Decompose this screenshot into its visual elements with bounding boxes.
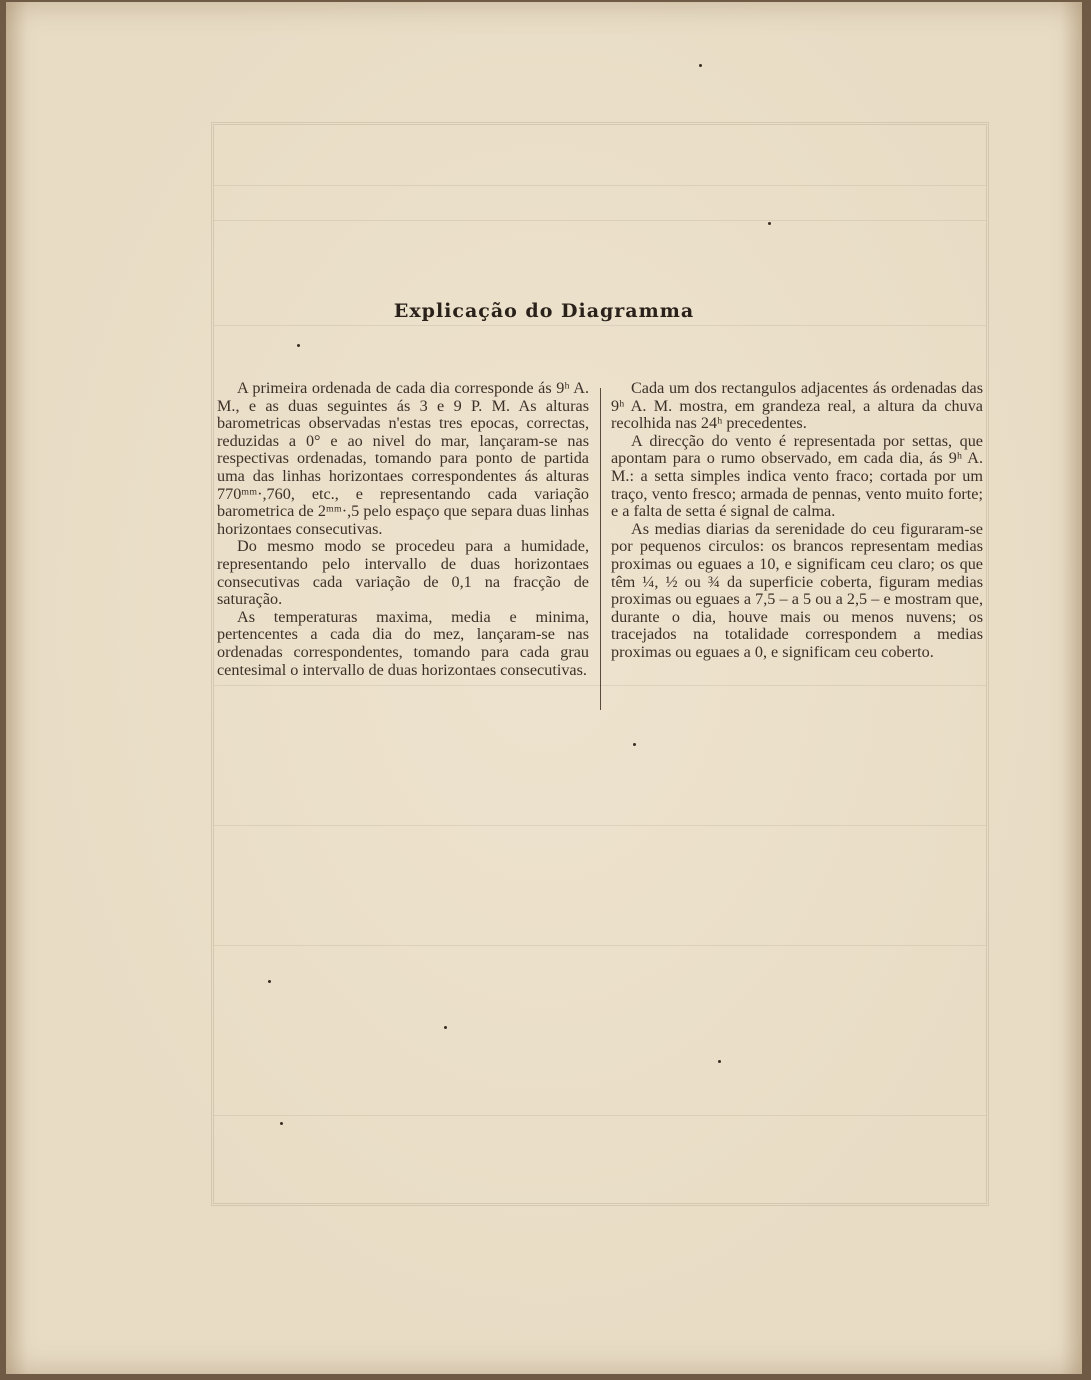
page-title: Explicação do Diagramma xyxy=(393,300,695,322)
paragraph: As temperaturas maxima, media e minima, pertencentes a cada dia do mez, lançaram-se nas ordenadas correspondentes, tomando para cada grau centesimal o intervallo de duas horizontaes consecutivas. xyxy=(217,607,589,679)
paragraph: Do mesmo modo se procedeu para a humidade, representando pelo intervallo de duas horizontaes consecutivas cada variação de 0,1 na fracção de saturação. xyxy=(217,537,589,609)
document-page xyxy=(6,2,1082,1374)
paper-speck xyxy=(718,1060,721,1063)
paper-speck xyxy=(280,1122,283,1125)
paper-speck xyxy=(444,1026,447,1029)
paper-speck xyxy=(768,222,771,225)
column-divider xyxy=(600,388,601,710)
paper-speck xyxy=(633,743,636,746)
paragraph: A direcção do vento é representada por settas, que apontam para o rumo observado, em cada dia, ás 9ʰ A. M.: a setta simples indica vento fraco; cortada por um traço, vento fresco; armada de pennas, vento muito forte; e a falta de setta é signal de calma. xyxy=(611,431,983,521)
left-column xyxy=(217,380,589,679)
paragraph: As medias diarias da serenidade do ceu figuraram-se por pequenos circulos: os brancos representam medias proximas ou eguaes a 10, e significam ceu claro; os que têm ¼, ½ ou ¾ da superficie coberta, figuram medias proximas ou eguaes a 7,5 – a 5 ou a 2,5 – e mostram que, durante o dia, houve mais ou menos nuvens; os tracejados na totalidade correspondem a medias proximas ou eguaes a 0, e significam ceu coberto. xyxy=(611,519,983,661)
paragraph: Cada um dos rectangulos adjacentes ás ordenadas das 9ʰ A. M. mostra, em grandeza real, a altura da chuva recolhida nas 24ʰ precedentes. xyxy=(611,379,983,433)
right-column xyxy=(611,380,983,662)
paragraph: A primeira ordenada de cada dia corresponde ás 9ʰ A. M., e as duas seguintes ás 3 e 9 P. M. As alturas barometricas observadas n'estas tres epocas, correctas, reduzidas a 0° e ao nivel do mar, lançaram-se nas respectivas ordenadas, tomando para ponto de partida uma das linhas horizontaes correspondentes ás alturas 770ᵐᵐ·,760, etc., e representando cada variação barometrica de 2ᵐᵐ·,5 pelo espaço que separa duas linhas horizontaes consecutivas. xyxy=(217,379,589,538)
paper-speck xyxy=(699,64,702,67)
paper-speck xyxy=(268,980,271,983)
paper-speck xyxy=(297,344,300,347)
